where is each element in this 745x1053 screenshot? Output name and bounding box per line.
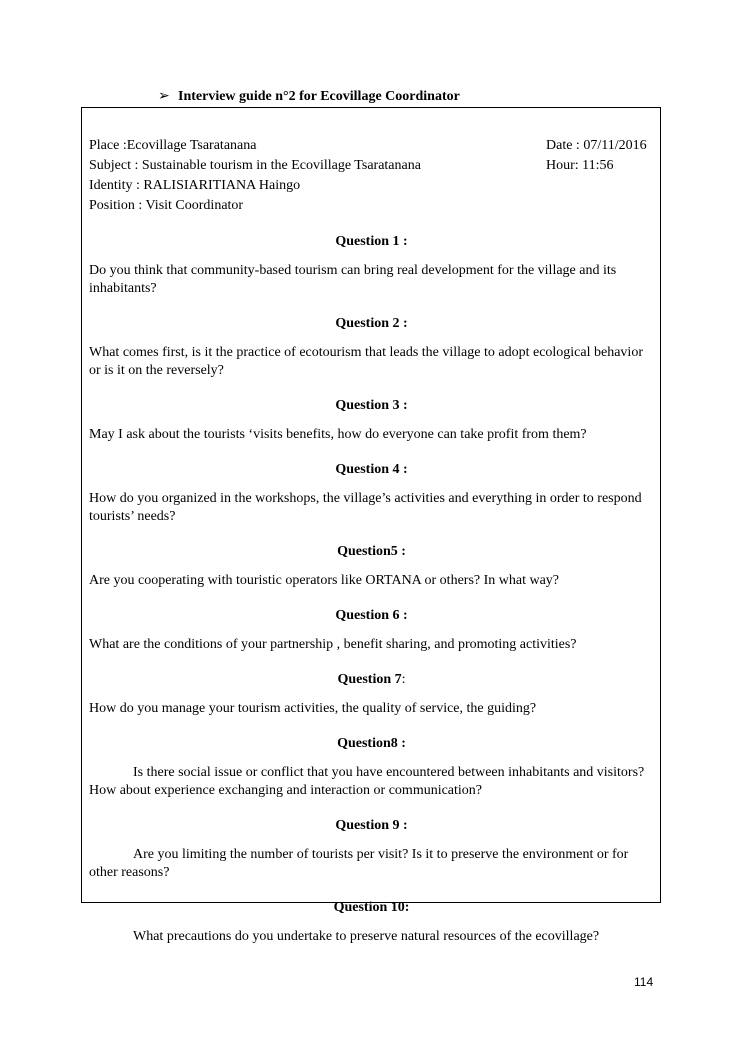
question-7-label: [89, 670, 654, 690]
question-5-label: Question5 :: [337, 544, 406, 559]
hour-text: Hour: 11:56: [546, 158, 614, 173]
question-7-label-text: Question 7: [337, 672, 402, 687]
interview-guide-heading: [158, 88, 460, 105]
question-10-text: What precautions do you undertake to preserve natural resources of the ecovillage?: [133, 929, 600, 944]
question-8-text: Is there social issue or conflict that you have encountered between inhabitants and visitors? How about experience exchanging and interaction or communication?: [89, 765, 645, 798]
question-9-text: Are you limiting the number of tourists per visit? Is it to preserve the environment or for other reasons?: [89, 847, 629, 880]
question-3-label: Question 3 :: [335, 398, 408, 413]
question-1-text: Do you think that community-based tourism can bring real development for the village and its inhabitants?: [89, 263, 617, 296]
subject-hour-row: [89, 156, 654, 176]
identity-text: Identity : RALISIARITIANA Haingo: [89, 178, 301, 193]
question-9-label: Question 9 :: [335, 818, 408, 833]
question-7-text: How do you manage your tourism activities, the quality of service, the guiding?: [89, 701, 537, 716]
question-2-text: What comes first, is it the practice of ecotourism that leads the village to adopt ecological behavior or is it on the reversely?: [89, 345, 643, 378]
question-3-text: May I ask about the tourists ‘visits benefits, how do everyone can take profit from them?: [89, 427, 587, 442]
place-text: Place :Ecovillage Tsaratanana: [89, 138, 257, 153]
question-4-label: Question 4 :: [335, 462, 408, 477]
question-1-label: Question 1 :: [335, 234, 408, 249]
heading-text: Interview guide n°2 for Ecovillage Coordinator: [178, 89, 460, 104]
question-4-text: How do you organized in the workshops, the village’s activities and everything in order to respond tourists’ needs?: [89, 491, 642, 524]
page-number: 114: [634, 975, 654, 989]
question-6-text: What are the conditions of your partnership , benefit sharing, and promoting activities?: [89, 637, 577, 652]
interview-box: [81, 107, 661, 944]
place-date-row: [89, 136, 654, 156]
position-text: Position : Visit Coordinator: [89, 198, 244, 213]
subject-text: Subject : Sustainable tourism in the Ecovillage Tsaratanana: [89, 158, 421, 173]
date-text: Date : 07/11/2016: [546, 138, 647, 153]
bullet-arrow-icon: ➢: [158, 89, 170, 104]
question-7-colon: :: [401, 672, 406, 687]
question-6-label: Question 6 :: [335, 608, 408, 623]
question-10-label: Question 10:: [333, 900, 410, 915]
question-8-label: Question8 :: [337, 736, 406, 751]
question-5-text: Are you cooperating with touristic operators like ORTANA or others? In what way?: [89, 573, 560, 588]
question-2-label: Question 2 :: [335, 316, 408, 331]
